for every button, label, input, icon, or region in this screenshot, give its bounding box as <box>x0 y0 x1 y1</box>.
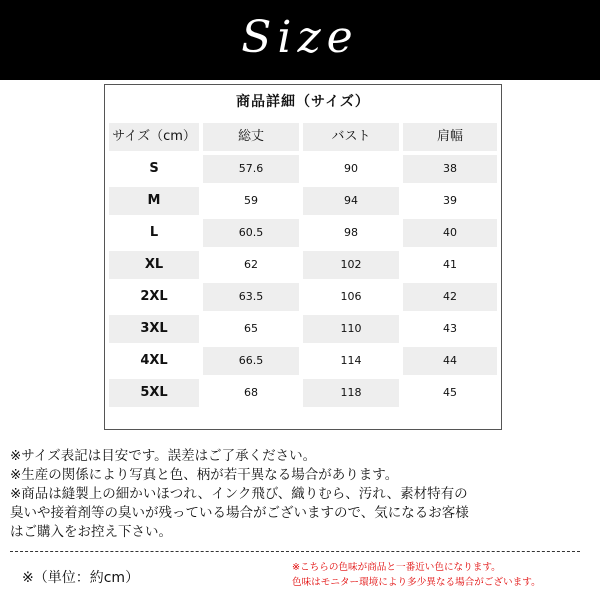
cell-shoulder: 41 <box>443 258 457 271</box>
cell-bust: 110 <box>303 315 399 343</box>
cell-bust: 94 <box>303 187 399 215</box>
cell-size: 3XL <box>109 315 199 343</box>
table-title: 商品詳細（サイズ） <box>236 94 370 110</box>
table-row <box>105 251 501 279</box>
header-size: サイズ（cm） <box>109 123 199 151</box>
table-row <box>105 283 501 311</box>
table-row <box>105 219 501 247</box>
cell-length: 62 <box>244 258 258 271</box>
color-disclaimer <box>292 560 592 590</box>
cell-size: S <box>149 161 159 176</box>
cell-size: XL <box>109 251 199 279</box>
note-line: はご購入をお控え下さい。 <box>10 524 172 540</box>
cell-size: 4XL <box>140 353 168 368</box>
cell-length: 65 <box>244 322 258 335</box>
cell-bust: 90 <box>344 162 358 175</box>
banner-title: Size <box>241 12 359 63</box>
size-banner <box>0 0 600 80</box>
table-row <box>105 315 501 343</box>
cell-shoulder: 40 <box>403 219 497 247</box>
note-line: ※商品は縫製上の細かいほつれ、インク飛び、織りむら、汚れ、素材特有の <box>10 486 468 502</box>
cell-size: M <box>109 187 199 215</box>
cell-shoulder: 42 <box>403 283 497 311</box>
cell-shoulder: 45 <box>443 386 457 399</box>
table-row <box>105 347 501 375</box>
cell-shoulder: 44 <box>403 347 497 375</box>
cell-size: 5XL <box>109 379 199 407</box>
disclaimer-line: ※こちらの色味が商品と一番近い色になります。 <box>292 562 501 573</box>
unit-note: ※（単位：約cm） <box>22 570 140 586</box>
cell-length: 57.6 <box>203 155 299 183</box>
header-bust: バスト <box>303 123 399 151</box>
cell-shoulder: 43 <box>443 322 457 335</box>
cell-bust: 102 <box>303 251 399 279</box>
dashed-divider <box>10 551 580 552</box>
cell-length: 68 <box>244 386 258 399</box>
cell-length: 63.5 <box>203 283 299 311</box>
note-line: ※サイズ表記は目安です。誤差はご了承ください。 <box>10 448 317 464</box>
header-shoulder: 肩幅 <box>403 123 497 151</box>
cell-bust: 114 <box>340 354 362 367</box>
cell-shoulder: 39 <box>443 194 457 207</box>
cell-length: 60.5 <box>203 219 299 247</box>
table-row <box>105 187 501 215</box>
disclaimer-line: 色味はモニター環境により多少異なる場合がございます。 <box>292 577 541 588</box>
cell-bust: 118 <box>303 379 399 407</box>
table-row <box>105 155 501 183</box>
cell-length: 59 <box>244 194 258 207</box>
cell-size: L <box>149 225 159 240</box>
cell-length: 66.5 <box>203 347 299 375</box>
cell-size: 2XL <box>140 289 168 304</box>
table-header-row <box>105 123 501 151</box>
cell-bust: 98 <box>344 226 358 239</box>
header-length: 総丈 <box>203 123 299 151</box>
notes-block <box>10 447 595 542</box>
note-line: ※生産の関係により写真と色、柄が若干異なる場合があります。 <box>10 467 399 483</box>
cell-bust: 106 <box>340 290 362 303</box>
note-line: 臭いや接着剤等の臭いが残っている場合がございますので、気になるお客様 <box>10 505 469 521</box>
cell-shoulder: 38 <box>403 155 497 183</box>
table-row <box>105 379 501 407</box>
size-table <box>104 84 502 430</box>
